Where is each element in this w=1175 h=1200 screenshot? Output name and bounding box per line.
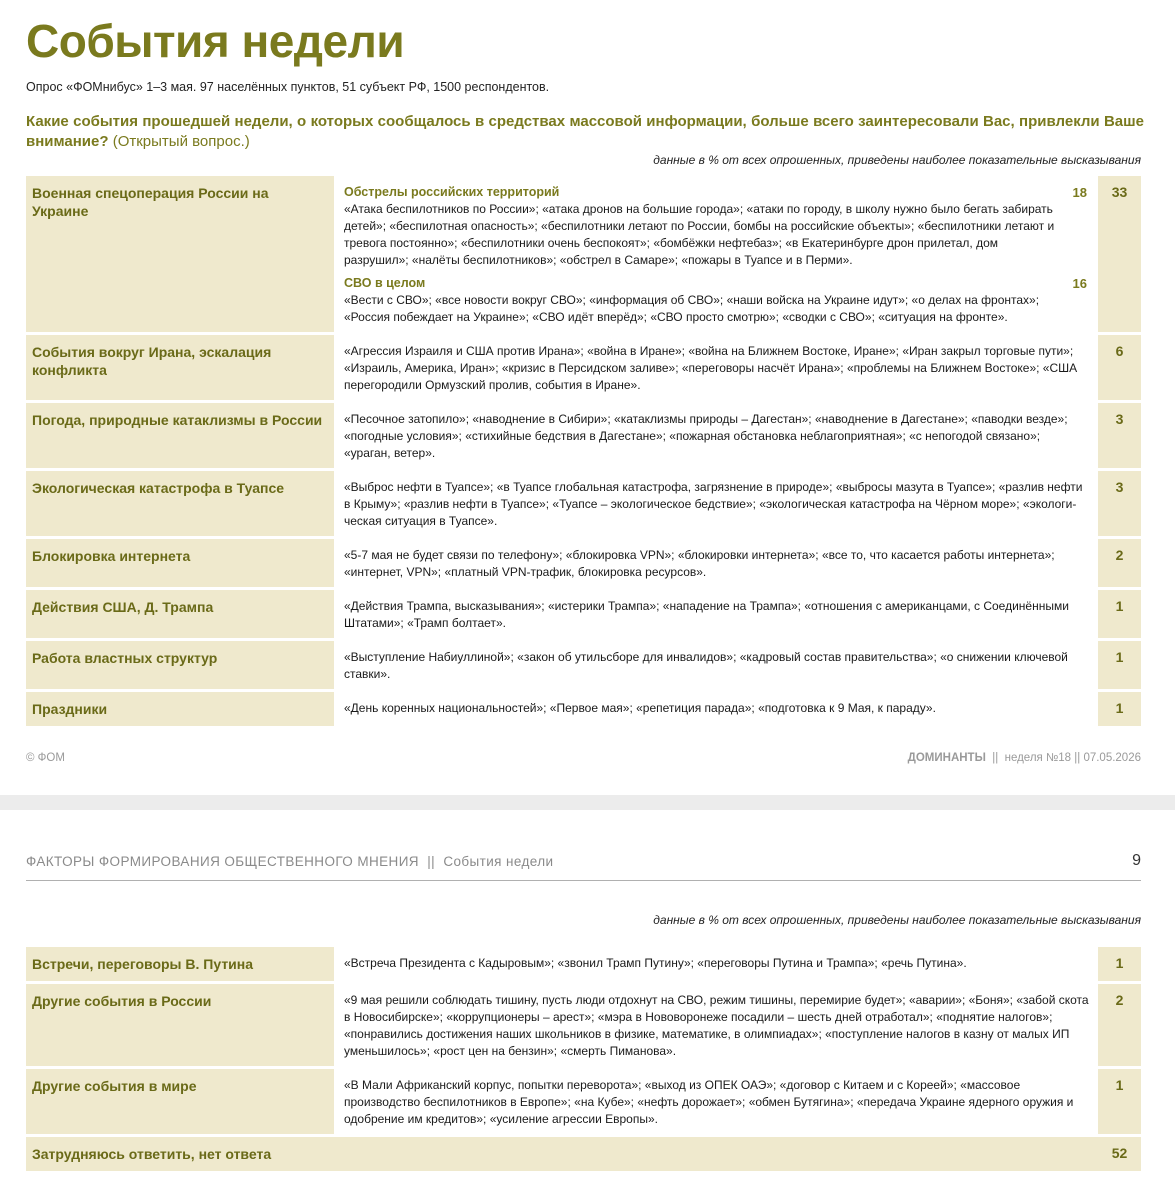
table-row: [26, 335, 1141, 400]
table-row: [26, 947, 1141, 981]
table-row-no-answer: [26, 1137, 1141, 1171]
row-value: 1: [1098, 590, 1141, 638]
row-category: Другие события в России: [26, 984, 334, 1066]
survey-question: [26, 112, 1144, 152]
row-category: Другие события в мире: [26, 1069, 334, 1134]
running-header: ФАКТОРЫ ФОРМИРОВАНИЯ ОБЩЕСТВЕННОГО МНЕНИЯ || События недели: [26, 854, 554, 869]
footer-week: || неделя №18 || 07.05.2026: [985, 752, 1141, 764]
results-table-continued: [26, 947, 1141, 1171]
row-category: Погода, природные катаклизмы в России: [26, 403, 334, 468]
row-text: «В Мали Африканский корпус, попытки переворота»; «выход из ОПЕК ОАЭ»; «договор с Китаем и с Кореей»; «массовое производство беспилотников в Европе»; «на Кубе»; «нефть дорожает»; «обмен Бутягина»; «передача Украине ядерного оружия и одобрение им кредитов»; «усиление агрессии Европы».: [344, 1078, 1074, 1126]
table-row: [26, 539, 1141, 587]
row-category: Блокировка интернета: [26, 539, 334, 587]
table-row: [26, 984, 1141, 1066]
row-category: Встречи, переговоры В. Путина: [26, 947, 334, 981]
row-category: Праздники: [26, 692, 334, 726]
row-category: События вокруг Ирана, эскалация конфликта: [26, 335, 334, 400]
sub-item: [344, 184, 1089, 269]
row-value: 3: [1098, 471, 1141, 536]
table-row: [26, 403, 1141, 468]
row-value: 2: [1098, 984, 1141, 1066]
row-category: Действия США, Д. Трампа: [26, 590, 334, 638]
table-row: [26, 692, 1141, 726]
row-text: «Выступление Набиуллиной»; «закон об утильсборе для инвалидов»; «кадровый состав правительства»; «о снижении ключевой ставки».: [344, 650, 1068, 681]
row-value: 1: [1098, 947, 1141, 981]
question-suffix: (Открытый вопрос.): [112, 133, 250, 150]
question-text: Какие события прошедшей недели, о которых сообщалось в средствах массовой информации, больше всего заинтересовали Вас, привлекли Ваше внимание?: [26, 113, 1144, 150]
copyright: © ФОМ: [26, 752, 65, 764]
row-body: [337, 176, 1095, 332]
row-value: 2: [1098, 539, 1141, 587]
row-text: «Агрессия Израиля и США против Ирана»; «война в Иране»; «война на Ближнем Востоке, Иране»; «Иран закрыл торговые пути»; «Израиль, Америка, Иран»; «кризис в Персидском заливе»; «переговоры насчёт Ирана»; «проблемы на Ближнем Востоке»; «США перегородили Ормузский пролив, события в Иране».: [344, 344, 1078, 392]
row-value: 1: [1098, 692, 1141, 726]
row-text: «Действия Трампа, высказывания»; «истерики Трампа»; «нападение на Трампа»; «отношения с американцами, с Соединёнными Штатами»; «Трамп болтает».: [344, 599, 1069, 630]
row-text: «Песочное затопило»; «наводнение в Сибири»; «катаклизмы природы – Дагестан»; «наводнение в Дагестане»; «паводки везде»; «погодные условия»; «стихийные бедствия в Дагестане»; «пожарная обстановка неблагоприятная»; «с непогодой связано»; «ураган, ветер».: [344, 412, 1068, 460]
header-divider: [26, 880, 1141, 881]
results-table: [26, 176, 1141, 729]
row-text: «День коренных национальностей»; «Первое мая»; «репетиция парада»; «подготовка к 9 Мая, к параду».: [344, 701, 936, 715]
row-text: «5-7 мая не будет связи по телефону»; «блокировка VPN»; «блокировки интернета»; «все то, что касается работы интернета»; «интернет, VPN»; «платный VPN-трафик, блокировка ресурсов».: [344, 548, 1055, 579]
page-title: События недели: [26, 15, 405, 67]
row-category: Экологическая катастрофа в Туапсе: [26, 471, 334, 536]
sub-value: 18: [1072, 185, 1087, 200]
page-2: [0, 810, 1175, 1200]
sub-text: «Вести с СВО»; «все новости вокруг СВО»; «информация об СВО»; «наши войска на Украине идут»; «о делах на фронтах»; «Россия побеждает на Украине»; «СВО идёт вперёд»; «СВО просто смотрю»; «сводки с СВО»; «ситуация на фронте».: [344, 293, 1040, 324]
row-value: 33: [1098, 176, 1141, 332]
row-text: «Встреча Президента с Кадыровым»; «звонил Трамп Путину»; «переговоры Путина и Трампа»; «речь Путина».: [344, 956, 967, 970]
row-value: 1: [1098, 1069, 1141, 1134]
table-row: [26, 590, 1141, 638]
sub-value: 16: [1072, 276, 1087, 291]
sub-title: СВО в целом: [344, 276, 426, 290]
row-category: Затрудняюсь ответить, нет ответа: [26, 1137, 1098, 1171]
sub-text: «Атака беспилотников по России»; «атака дронов на большие города»; «атаки по городу, в школу нужно было бегать забирать детей»; «беспилотная опасность»; «беспилотники летают по России, бомбы на российские объекты»; «беспилотники летают и тревога постоянно»; «беспилотники очень беспокоят»; «бомбёжки нефтебаз»; «в Екатеринбурге дрон прилетал, дом разрушил»; «налёты беспилотников»; «обстрел в Самаре»; «пожары в Туапсе и в Перми».: [344, 202, 1055, 267]
row-value: 52: [1098, 1137, 1141, 1171]
page-separator: [0, 795, 1175, 810]
row-value: 1: [1098, 641, 1141, 689]
data-note: данные в % от всех опрошенных, приведены наиболее показательные высказывания: [653, 913, 1141, 927]
row-category: Военная спецоперация России на Украине: [26, 176, 334, 332]
row-text: «9 мая решили соблюдать тишину, пусть люди отдохнут на СВО, режим тишины, перемирие будет»; «аварии»; «Боня»; «забой скота в Новосибирске»; «коррупционеры – арест»; «мэра в Нововоронеже посадили – шесть дней отработал»; «поднятие налогов»; «понравились достижения наших школьников в физике, математике, в олимпиадах»; «поступление налогов в казну от малых ИП уменьшилось»; «рост цен на бензин»; «смерть Пиманова».: [344, 993, 1089, 1058]
row-category: Работа властных структур: [26, 641, 334, 689]
row-value: 3: [1098, 403, 1141, 468]
sub-title: Обстрелы российских территорий: [344, 185, 560, 199]
survey-subtitle: Опрос «ФОМнибус» 1–3 мая. 97 населённых пунктов, 51 субъект РФ, 1500 респондентов.: [26, 80, 550, 94]
table-row: [26, 641, 1141, 689]
table-row: [26, 471, 1141, 536]
row-value: 6: [1098, 335, 1141, 400]
sub-item: [344, 275, 1089, 326]
table-row: [26, 1069, 1141, 1134]
footer-brand: ДОМИНАНТЫ: [907, 752, 986, 764]
page-number: 9: [1132, 852, 1141, 869]
table-row: [26, 176, 1141, 332]
data-note: данные в % от всех опрошенных, приведены наиболее показательные высказывания: [653, 153, 1141, 167]
row-text: «Выброс нефти в Туапсе»; «в Туапсе глобальная катастрофа, загрязнение в природе»; «выбросы мазута в Туапсе»; «разлив нефти в Крыму»; «разлив нефти в Туапсе»; «Туапсе – экологическое бедствие»; «экологическая катастрофа на Чёрном море»; «экологи-ческая ситуация в Туапсе».: [344, 480, 1083, 528]
footer-meta: [908, 752, 1141, 764]
